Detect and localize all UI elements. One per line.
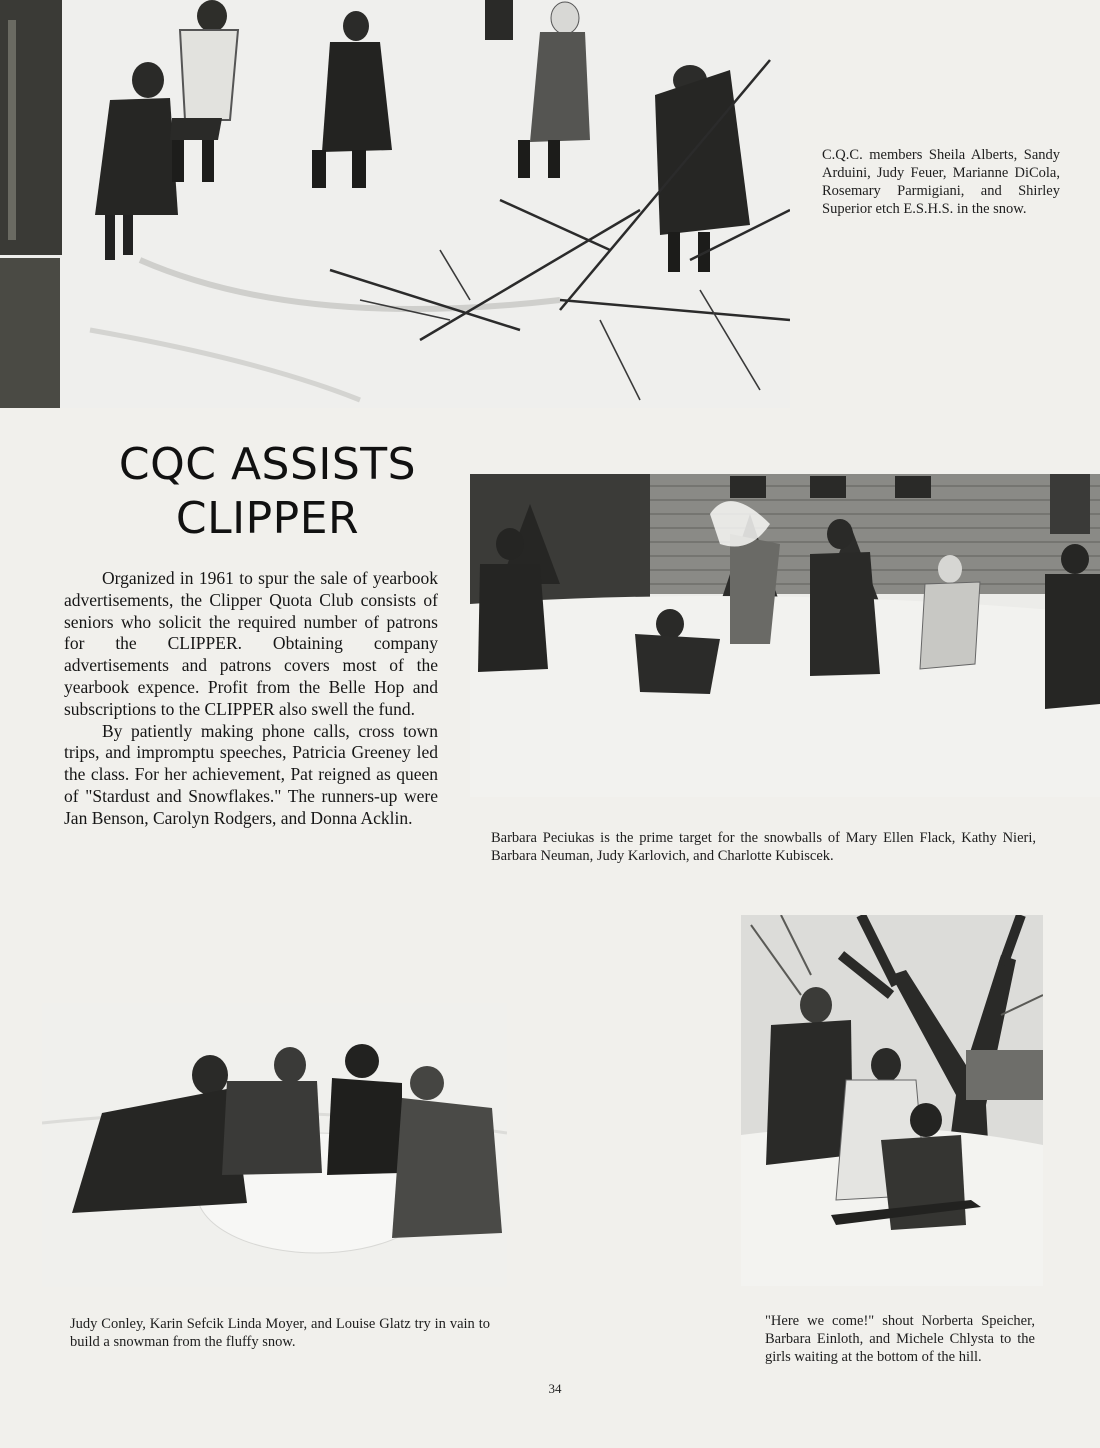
page-number: 34: [548, 1381, 562, 1396]
article-body: [64, 568, 438, 830]
photo-snowball-fight: [470, 474, 1100, 797]
caption-bottom-left: Judy Conley, Karin Sefcik Linda Moyer, and Louise Glatz try in vain to build a snowman from the fluffy snow.: [70, 1316, 490, 1350]
photo-sled-ride: [741, 915, 1043, 1286]
headline-line-2: CLIPPER: [175, 493, 360, 544]
caption-bottom-right: "Here we come!" shout Norberta Speicher, Barbara Einloth, and Michele Chlysta to the girls waiting at the bottom of the hill.: [765, 1313, 1035, 1365]
article-paragraph-2: By patiently making phone calls, cross town trips, and impromptu speeches, Patricia Greeney led the class. For her achievement, Pat reigned as queen of "Stardust and Snowflakes." The runners-up were Jan Benson, Carolyn Rodgers, and Donna Acklin.: [64, 720, 438, 828]
headline-line-1: CQC ASSISTS: [118, 439, 417, 490]
page-headline: [110, 438, 425, 546]
photo-snowman-building: [42, 1003, 507, 1287]
article-paragraph-1: Organized in 1961 to spur the sale of yearbook advertisements, the Clipper Quota Club consists of seniors who solicit the required number of patrons for the CLIPPER. Obtaining company advertisements and patrons covers most of the yearbook expence. Profit from the Belle Hop and subscriptions to the CLIPPER also swell the fund.: [64, 568, 438, 719]
photo-snow-etching: [0, 0, 790, 408]
caption-top-right: C.Q.C. members Sheila Alberts, Sandy Arduini, Judy Feuer, Marianne DiCola, Rosemary Parmigiani, and Shirley Superior etch E.S.H.S. in the snow.: [822, 147, 1060, 217]
caption-middle-right: Barbara Peciukas is the prime target for the snowballs of Mary Ellen Flack, Kathy Nieri, Barbara Neuman, Judy Karlovich, and Charlotte Kubiscek.: [491, 830, 1036, 864]
